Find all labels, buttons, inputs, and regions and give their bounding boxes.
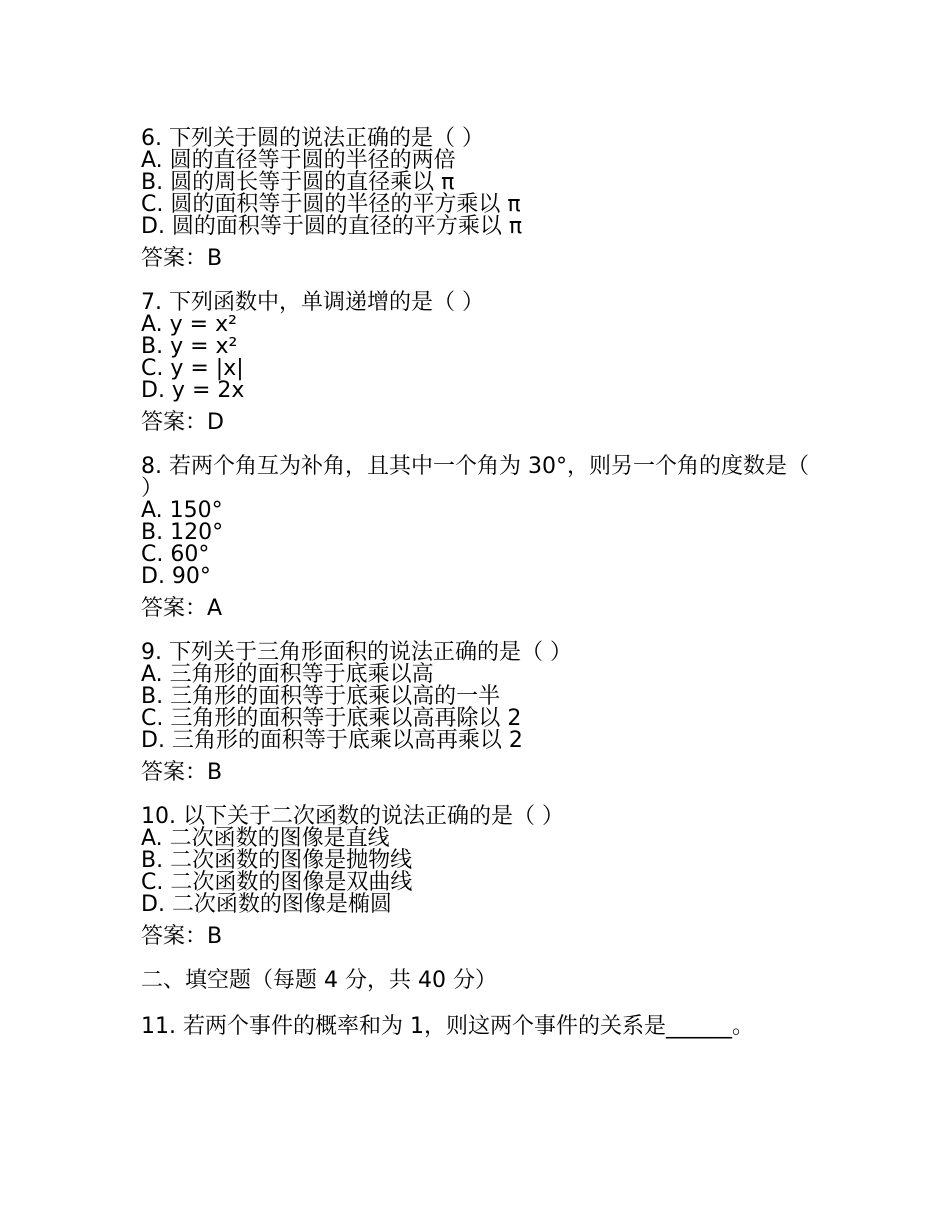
question-stem: 6. 下列关于圆的说法正确的是（ ） (141, 126, 484, 151)
option-c: C. 二次函数的图像是双曲线 (141, 870, 413, 895)
question-6 (141, 128, 841, 238)
question-10 (141, 806, 841, 916)
option-d: D. 三角形的面积等于底乘以高再乘以 2 (141, 728, 523, 753)
option-b: B. 120° (141, 520, 224, 545)
option-d: D. 二次函数的图像是椭圆 (141, 892, 392, 917)
question-stem: 7. 下列函数中，单调递增的是（ ） (141, 290, 484, 315)
answer-9: 答案：B (141, 760, 223, 785)
option-c: C. 圆的面积等于圆的半径的平方乘以 π (141, 192, 521, 217)
question-stem: 9. 下列关于三角形面积的说法正确的是（ ） (141, 640, 572, 665)
question-9 (141, 642, 841, 752)
section-title-fill-in: 二、填空题（每题 4 分，共 40 分） (141, 968, 497, 993)
question-stem: 8. 若两个角互为补角，且其中一个角为 30°，则另一个角的度数是（ ） (141, 454, 809, 501)
fill-question-11: 11. 若两个事件的概率和为 1，则这两个事件的关系是______。 (141, 1014, 754, 1039)
option-a: A. 三角形的面积等于底乘以高 (141, 662, 434, 687)
question-7 (141, 292, 841, 402)
question-8 (141, 456, 841, 588)
answer-7: 答案：D (141, 410, 224, 435)
option-b: B. y = x² (141, 334, 238, 359)
option-b: B. 三角形的面积等于底乘以高的一半 (141, 684, 501, 709)
document-page (141, 128, 841, 1042)
option-d: D. y = 2x (141, 378, 245, 403)
option-b: B. 二次函数的图像是抛物线 (141, 848, 413, 873)
answer-8: 答案：A (141, 596, 223, 621)
option-d: D. 圆的面积等于圆的直径的平方乘以 π (141, 214, 523, 239)
option-c: C. 60° (141, 542, 210, 567)
option-a: A. 150° (141, 498, 223, 523)
option-a: A. 二次函数的图像是直线 (141, 826, 390, 851)
question-stem: 10. 以下关于二次函数的说法正确的是（ ） (141, 804, 564, 829)
option-c: C. 三角形的面积等于底乘以高再除以 2 (141, 706, 522, 731)
option-d: D. 90° (141, 564, 211, 589)
option-c: C. y = |x| (141, 356, 244, 381)
option-a: A. y = x² (141, 312, 237, 337)
option-a: A. 圆的直径等于圆的半径的两倍 (141, 148, 456, 173)
answer-6: 答案：B (141, 246, 223, 271)
option-b: B. 圆的周长等于圆的直径乘以 π (141, 170, 455, 195)
answer-10: 答案：B (141, 924, 223, 949)
